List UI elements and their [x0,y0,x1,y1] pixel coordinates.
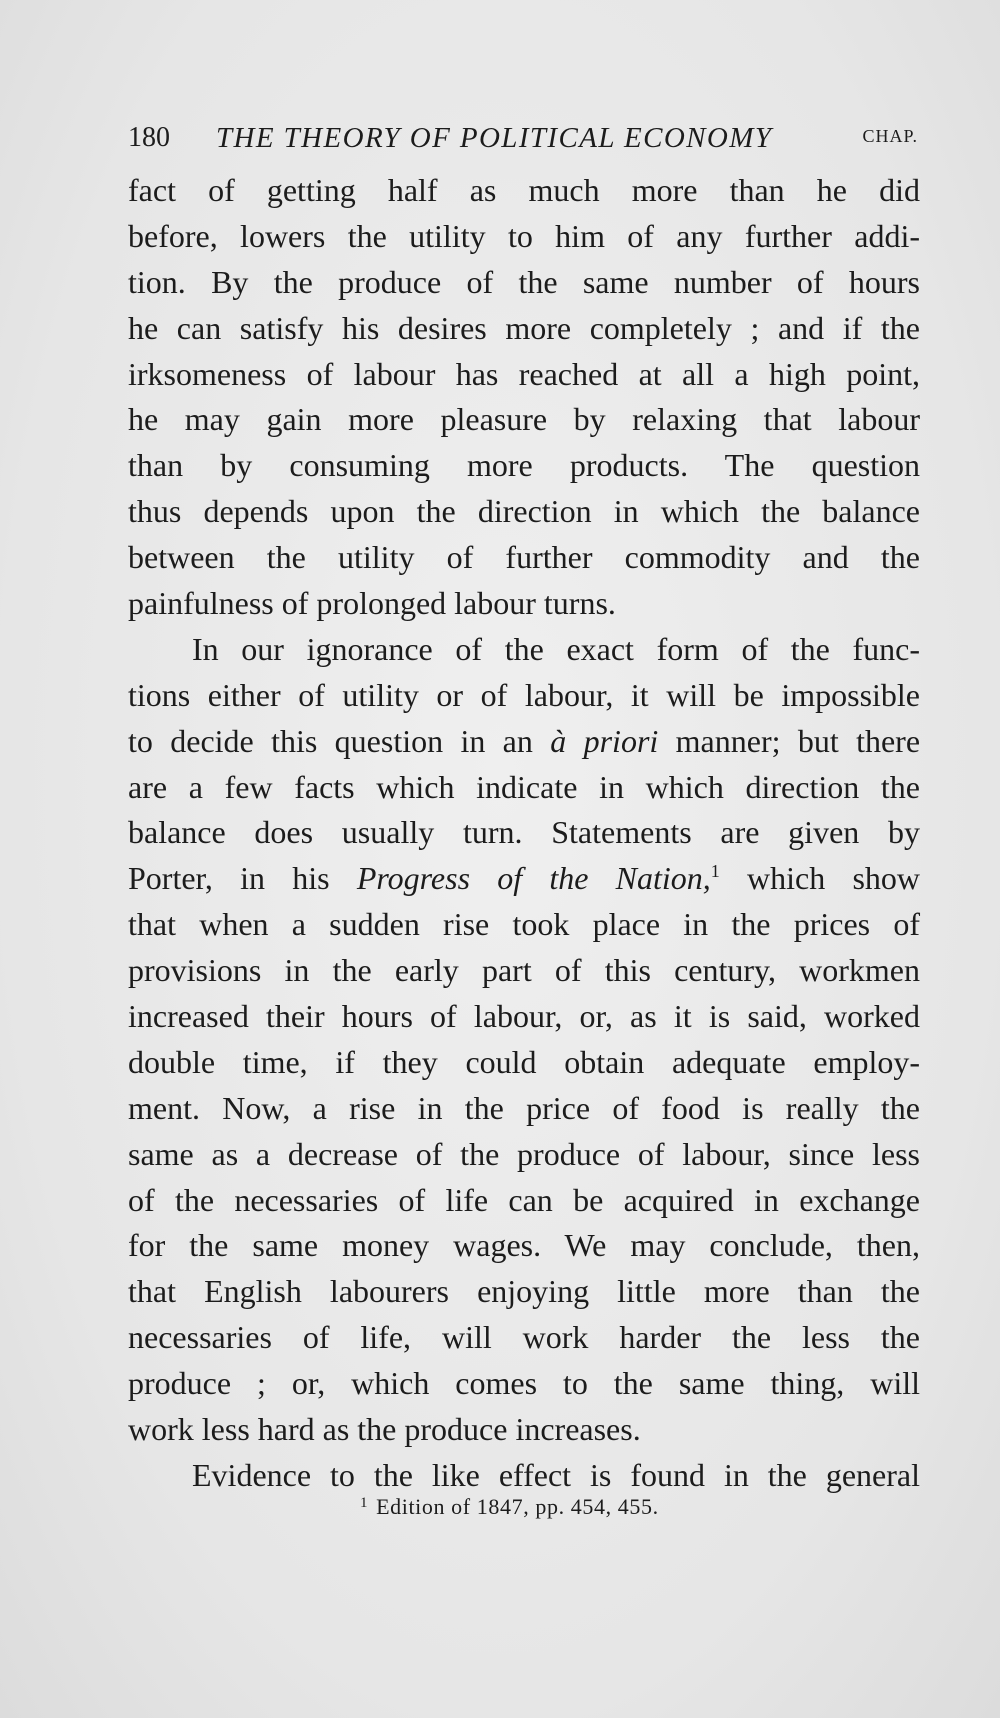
text-line: balance does usually turn. Statements are given by [128,814,920,851]
paragraph-start-line: In our ignorance of the exact form of the func- [192,630,920,667]
text-segment: to decide this question in an [128,722,551,759]
text-segment: Porter, in his [128,860,357,897]
body-text [128,168,920,1499]
text-line: for the same money wages. We may conclude, then, [128,1227,920,1264]
text-line: provisions in the early part of this century, workmen [128,952,920,989]
text-line-with-footnote-ref [128,856,920,902]
text-line: same as a decrease of the produce of labour, since less [128,1135,920,1172]
italic-phrase: à priori [550,722,659,759]
text-segment: which show [719,860,921,897]
text-line: double time, if they could obtain adequate employ- [128,1043,920,1080]
footnote [360,1494,659,1520]
text-line: fact of getting half as much more than he did [128,172,920,208]
text-line: tions either of utility or of labour, it will be impossible [128,676,920,713]
text-line: between the utility of further commodity and the [128,539,920,576]
footnote-reference: 1 [710,861,720,882]
text-line-with-italic [128,719,920,765]
text-line: that English labourers enjoying little more than the [128,1273,920,1310]
paragraph-start-line: Evidence to the like effect is found in the general [192,1456,920,1493]
text-line: increased their hours of labour, or, as it is said, worked [128,998,920,1035]
text-line: that when a sudden rise took place in the prices of [128,906,920,943]
book-title-italic: Progress of the Nation, [356,860,711,897]
running-title: THE THEORY OF POLITICAL ECONOMY [216,122,773,154]
page-number: 180 [128,122,170,153]
paragraph-end-line: painfulness of prolonged labour turns. [128,585,616,622]
page-header [128,118,918,158]
text-segment: manner; but there [658,722,921,759]
text-line: than by consuming more products. The question [128,447,920,484]
footnote-marker: 1 [360,1495,369,1511]
text-line: are a few facts which indicate in which direction the [128,768,920,805]
text-line: produce ; or, which comes to the same thing, will [128,1365,920,1402]
chapter-mark: CHAP. [862,126,918,146]
text-line: he can satisfy his desires more completely ; and if the [128,309,920,346]
text-line: he may gain more pleasure by relaxing that labour [128,401,920,438]
text-line: of the necessaries of life can be acquired in exchange [128,1181,920,1218]
text-line: thus depends upon the direction in which the balance [128,493,920,530]
footnote-text: Edition of 1847, pp. 454, 455. [376,1494,659,1519]
text-line: ment. Now, a rise in the price of food is really the [128,1089,920,1126]
text-line: irksomeness of labour has reached at all a high point, [128,355,920,392]
text-line: necessaries of life, will work harder the less the [128,1319,920,1356]
paragraph-end-line: work less hard as the produce increases. [128,1411,641,1448]
text-line: tion. By the produce of the same number of hours [128,263,920,300]
text-line: before, lowers the utility to him of any further addi- [128,217,920,254]
